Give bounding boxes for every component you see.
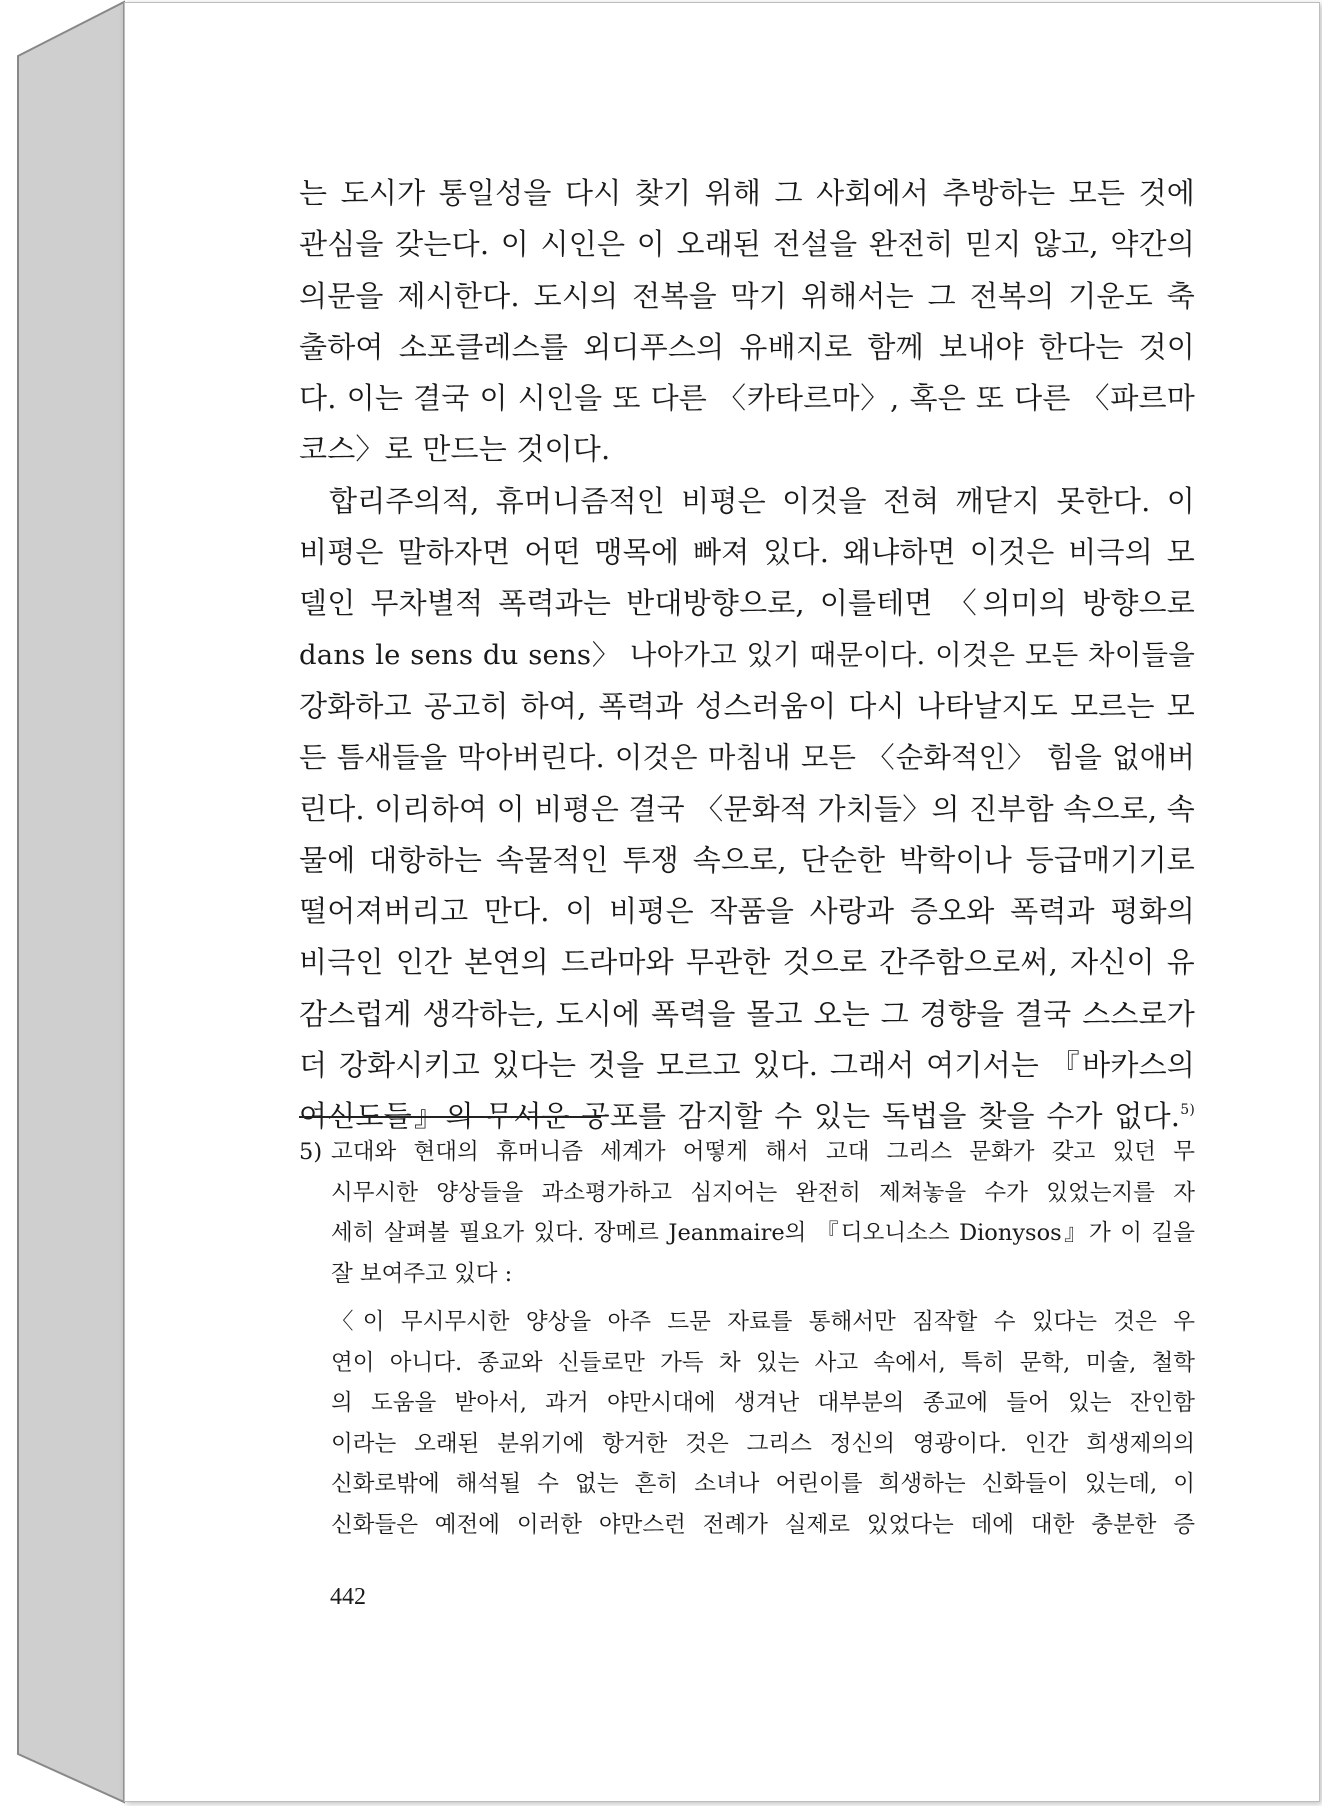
footnote — [299, 1132, 1195, 1545]
body-line: 출하여 소포클레스를 외디푸스의 유배지로 함께 보내야 한다는 것이 — [299, 329, 1195, 364]
body-line: 린다. 이리하여 이 비평은 결국 〈문화적 가치들〉의 진부함 속으로, 속 — [299, 791, 1195, 826]
body-line: 델인 무차별적 폭력과는 반대방향으로, 이를테면 〈의미의 방향으로 — [299, 586, 1195, 621]
footnote-quote-line: 신화로밖에 해석될 수 없는 흔히 소녀나 어린이를 희생하는 신화들이 있는데, 이 — [331, 1471, 1195, 1497]
body-line: dans le sens du sens〉 나아가고 있기 때문이다. 이것은 모든 차이들을 — [299, 638, 1195, 671]
footnote-quote-line: 연이 아니다. 종교와 신들로만 가득 차 있는 사고 속에서, 특히 문학, 미술, 철학 — [331, 1349, 1195, 1376]
footnote-quote-line: 신화들은 예전에 이러한 야만스런 전례가 실제로 있었다는 데에 대한 충분한 증 — [331, 1511, 1195, 1538]
footnote-line-text: 고대와 현대의 휴머니즘 세계가 어떻게 해서 고대 그리스 문화가 갖고 있던 무 — [331, 1139, 1195, 1165]
footnote-quote-line: 의 도움을 받아서, 과거 야만시대에 생겨난 대부분의 종교에 들어 있는 잔인함 — [331, 1390, 1195, 1416]
footnote-line: 세히 살펴볼 필요가 있다. 장메르 Jeanmaire의 『디오니소스 Dionysos』가 이 길을 — [331, 1220, 1195, 1246]
footnote-reference: 5) — [1180, 1102, 1195, 1119]
body-line: 비평은 말하자면 어떤 맹목에 빠져 있다. 왜냐하면 이것은 비극의 모 — [299, 535, 1195, 570]
body-line-text: 여신도들』의 무서운 공포를 감지할 수 있는 독법을 찾을 수가 없다. — [299, 1099, 1181, 1134]
body-line: 물에 대항하는 속물적인 투쟁 속으로, 단순한 박학이나 등급매기기로 — [299, 842, 1195, 877]
body-line: 든 틈새들을 막아버린다. 이것은 마침내 모든 〈순화적인〉 힘을 없애버 — [299, 741, 1195, 775]
page-number: 442 — [330, 1584, 366, 1610]
footnote-line: 잘 보여주고 있다 : — [331, 1260, 513, 1287]
body-line: 비극인 인간 본연의 드라마와 무관한 것으로 간주함으로써, 자신이 유 — [299, 945, 1195, 980]
body-line: 감스럽게 생각하는, 도시에 폭력을 몰고 오는 그 경향을 결국 스스로가 — [299, 996, 1195, 1031]
body-line: 관심을 갖는다. 이 시인은 이 오래된 전설을 완전히 믿지 않고, 약간의 — [299, 227, 1195, 262]
footnote-line: 시무시한 양상들을 과소평가하고 심지어는 완전히 제쳐놓을 수가 있었는지를 자 — [331, 1179, 1195, 1206]
body-line: 의문을 제시한다. 도시의 전복을 막기 위해서는 그 전복의 기운도 축 — [299, 278, 1195, 313]
main-text — [299, 168, 1195, 1143]
footnote-line — [299, 1132, 1195, 1173]
body-line: 다. 이는 결국 이 시인을 또 다른 〈카타르마〉, 혹은 또 다른 〈파르마 — [299, 381, 1195, 416]
footnote-divider — [299, 1116, 601, 1118]
body-line: 코스〉로 만드는 것이다. — [299, 432, 611, 467]
body-line: 강화하고 공고히 하여, 폭력과 성스러움이 다시 나타날지도 모르는 모 — [299, 688, 1195, 723]
footnote-marker: 5) — [299, 1139, 323, 1165]
footnote-quote-line: 이라는 오래된 분위기에 항거한 것은 그리스 정신의 영광이다. 인간 희생제의의 — [331, 1430, 1195, 1457]
footnote-quote-line: 〈이 무시무시한 양상을 아주 드문 자료를 통해서만 짐작할 수 있다는 것은 우 — [331, 1309, 1195, 1335]
body-line: 더 강화시키고 있다는 것을 모르고 있다. 그래서 여기서는 『바카스의 — [299, 1048, 1195, 1083]
body-line: 는 도시가 통일성을 다시 찾기 위해 그 사회에서 추방하는 모든 것에 — [299, 176, 1195, 210]
body-line: 합리주의적, 휴머니즘적인 비평은 이것을 전혀 깨닫지 못한다. 이 — [329, 483, 1195, 518]
body-line: 떨어져버리고 만다. 이 비평은 작품을 사랑과 증오와 폭력과 평화의 — [299, 894, 1195, 929]
